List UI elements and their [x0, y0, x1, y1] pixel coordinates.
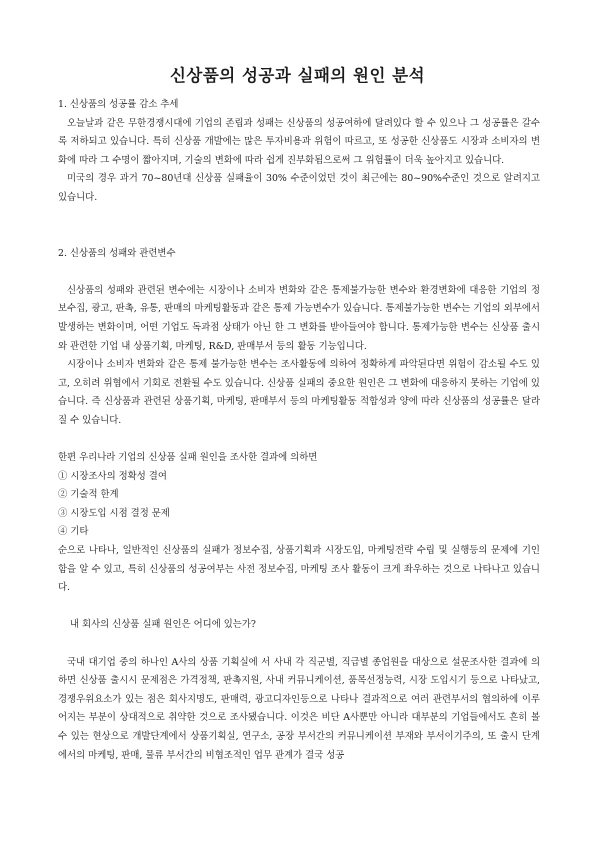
section-2-paragraph-3: 순으로 나타나, 일반적인 신상품의 실패가 정보수집, 상품기획과 시장도입, 마케팅전략 수립 및 실행등의 문제에 기인함을 알 수 있고, 특히 신상품의 성공여부는 사전 정보수집, 마케팅 조사 활동이 크게 좌우하는 것으로 나타나고 있습니다. — [58, 545, 540, 594]
spacer — [58, 263, 540, 282]
list-item-2: ② 기술적 한계 — [58, 489, 119, 501]
section-2-lead: 한편 우리나라 기업의 신상품 실패 원인을 조사한 결과에 의하면 — [58, 452, 318, 464]
spacer — [58, 431, 540, 450]
section-3-paragraph-1: 국내 대기업 중의 하나인 A사의 상품 기획실에 서 사내 각 직군별, 직급별 종업원을 대상으로 설문조사한 결과에 의하면 신상품 출시시 문제점은 가격정책, 판촉지원, 사내 커뮤니케이션, 품목선정능력, 시장 도입시기 등으로 나타났고, 경쟁우위요소가 있는 점은 회사지명도, 판매력, 광고디자인등으로 나타나 결과적으로 여러 관련부서의 협의하에 이루어지는 부분이 상대적으로 취약한 것으로 조사됐습니다. 이것은 비단 A사뿐만 아니라 대부분의 기업들에서도 흔히 볼 수 있는 현상으로 개발단계에서 상품기획실, 연구소, 공장 부서간의 커뮤니케이션 부재와 부서이기주의, 또 출시 단계에서의 마케팅, 판매, 물류 부서간의 비협조적인 업무 관계가 결국 성공 — [58, 656, 540, 761]
section-2-paragraph-1: 신상품의 성패와 관련된 변수에는 시장이나 소비자 변화와 같은 통제불가능한 변수와 환경변화에 대응한 기업의 정보수집, 광고, 판촉, 유통, 판매의 마케팅활동과 같은 통제 가능변수가 있습니다. 통제불가능한 변수는 기업의 외부에서 발생하는 변화이며, 어떤 기업도 독과점 상태가 아닌 한 그 변화를 받아들여야 합니다. 통제가능한 변수는 신상품 출시와 관련한 기업 내 상품기획, 마케팅, R&D, 판매부서 등의 활동 기능입니다. — [58, 284, 540, 352]
section-1-paragraph-1: 오늘날과 같은 무한경쟁시대에 기업의 존립과 성패는 신상품의 성공여하에 달려있다 할 수 있으나 그 성공률은 갈수록 저하되고 있습니다. 특히 신상품 개발에는 많은 투자비용과 위험이 따르고, 또 성공한 신상품도 시장과 소비자의 변화에 따라 그 수명이 짧아지며, 기술의 변화에 따라 쉽게 진부화됨으로써 그 위험률이 더욱 높아지고 있습니다. — [58, 117, 540, 166]
section-3-question: 내 회사의 신상품 실패 원인은 어디에 있는가? — [70, 619, 256, 631]
list-item-3: ③ 시장도입 시점 결정 문제 — [58, 507, 170, 519]
section-2-heading: 2. 신상품의 성패와 관련변수 — [58, 247, 176, 259]
section-1-heading: 1. 신상품의 성공률 감소 추세 — [58, 99, 179, 110]
document-body — [58, 96, 540, 765]
spacer — [58, 635, 540, 654]
spacer — [58, 208, 540, 245]
section-1-paragraph-2: 미국의 경우 과거 70~80년대 신상품 실패율이 30% 수준이었던 것이 최근에는 80~90%수준인 것으로 알려지고 있습니다. — [58, 173, 540, 203]
list-item-1: ① 시장조사의 정확성 결여 — [58, 470, 167, 482]
list-item-4: ④ 기타 — [58, 526, 89, 538]
section-2-paragraph-2: 시장이나 소비자 변화와 같은 통제 불가능한 변수는 조사활동에 의하여 정확하게 파악된다면 위험이 감소될 수도 있고, 오히려 위협에서 기회로 전환될 수도 있습니다. 신상품 실패의 중요한 원인은 그 변화에 대응하지 못하는 기업에 있습니다. 즉 신상품과 관련된 상품기획, 마케팅, 판매부서 등의 마케팅활동 적합성과 양에 따라 신상품의 성공률은 달라 질 수 있습니다. — [58, 359, 540, 426]
document-title: 신상품의 성공과 실패의 원인 분석 — [169, 66, 426, 85]
spacer — [58, 598, 540, 617]
